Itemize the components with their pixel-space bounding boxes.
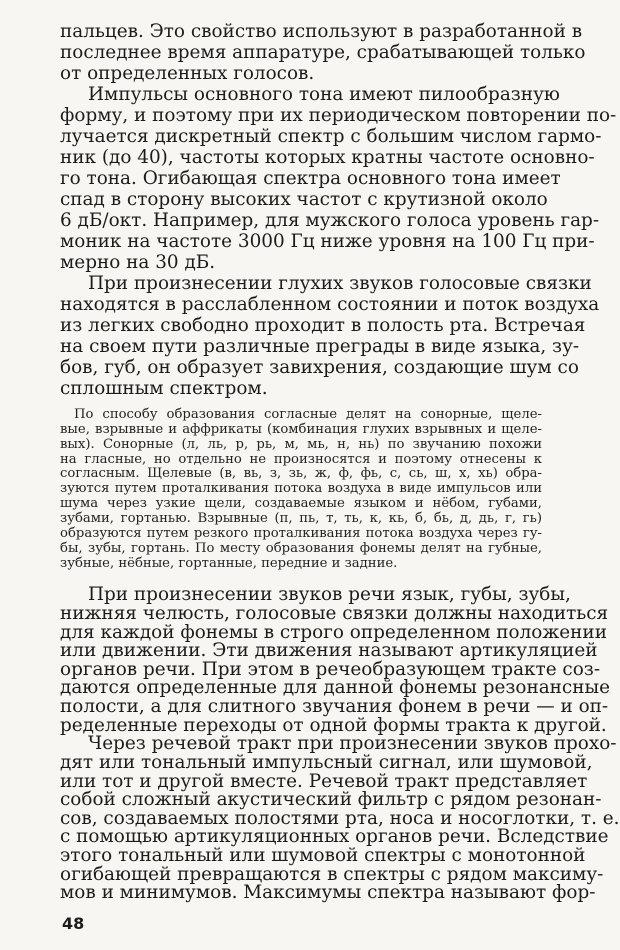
text-line: мерно на 30 дБ. — [60, 251, 216, 273]
text-line: сплошным спектром. — [60, 377, 268, 399]
text-line: Через речевой тракт при произнесении звуков прохо- — [88, 733, 617, 755]
text-line: от определенных голосов. — [60, 62, 315, 84]
small-text-line: вых). Сонорные (л, ль, р, рь, м, мь, н, нь) по звучанию похожи — [60, 436, 542, 452]
small-text-line: согласным. Щелевые (в, вь, з, зь, ж, ф, фь, с, сь, ш, х, хь) обра- — [60, 466, 542, 482]
text-line: собой сложный акустический фильтр с рядом резонан- — [60, 789, 602, 811]
text-line: го тона. Огибающая спектра основного тона имеет — [60, 167, 561, 189]
text-line: сов, создаваемых полостями рта, носа и носоглотки, т. е. — [60, 807, 620, 829]
text-line: из легких свободно проходит в полость рта. Встречая — [60, 314, 586, 336]
text-line: или движении. Эти движения называют артикуляцией — [60, 640, 598, 662]
small-text-line: бы, зубы, гортань. По месту образования фонемы делят на губные, — [60, 541, 542, 557]
page-number: 48 — [62, 914, 85, 933]
small-text-line: шума через узкие щели, создаваемые языком и нёбом, губами, — [60, 496, 542, 512]
small-text-line: на гласные, но отдельно не произносятся и поэтому отнесены к — [60, 451, 542, 467]
text-line: нижняя челюсть, голосовые связки должны находиться — [60, 602, 609, 624]
text-line: находятся в расслабленном состоянии и поток воздуха — [60, 293, 600, 315]
text-line: При произнесении звуков речи язык, губы, зубы, — [88, 584, 571, 606]
small-text-line: зубами, гортанью. Взрывные (п, пь, т, ть, к, кь, б, бь, д, дь, г, гь) — [60, 511, 542, 527]
text-line: или тот и другой вместе. Речевой тракт представляет — [60, 770, 588, 792]
small-text-line: зубные, нёбные, гортанные, передние и задние. — [60, 555, 398, 571]
text-line: огибающей превращаются в спектры с рядом максиму- — [60, 863, 604, 885]
text-line: последнее время аппаратуре, срабатывающей только — [60, 41, 586, 63]
text-line: даются определенные для данной фонемы резонансные — [60, 677, 611, 699]
text-line: полости, а для слитного звучания фонем в речи — и оп- — [60, 696, 609, 718]
text-line: моник на частоте 3000 Гц ниже уровня на 100 Гц при- — [60, 230, 595, 252]
small-text-line: вые, взрывные и аффрикаты (комбинация глухих взрывных и щеле- — [60, 421, 542, 437]
text-line: бов, губ, он образует завихрения, создающие шум со — [60, 356, 579, 378]
text-line: дят или тональный импульсный сигнал, или шумовой, — [60, 751, 593, 773]
text-line: ник (до 40), частоты которых кратны частоте основно- — [60, 146, 595, 168]
small-text-line: зуются путем проталкивания потока воздуха в виде импульсов или — [60, 481, 542, 497]
text-line: спад в сторону высоких частот с крутизной около — [60, 188, 548, 210]
text-line: на своем пути различные преграды в виде языка, зу- — [60, 335, 580, 357]
text-line: лучается дискретный спектр с большим числом гармо- — [60, 125, 602, 147]
text-line: этого тональный или шумовой спектры с монотонной — [60, 845, 586, 867]
text-line: с помощью артикуляционных органов речи. Вследствие — [60, 826, 609, 848]
small-text-line: образуются путем резкого проталкивания потока воздуха через гу- — [60, 526, 542, 542]
text-line: ределенные переходы от одной формы тракта к другой. — [60, 714, 607, 736]
text-line: При произнесении глухих звуков голосовые связки — [88, 272, 592, 294]
small-text-line: По способу образования согласные делят на сонорные, щеле- — [74, 406, 542, 422]
text-line: для каждой фонемы в строго определенном положении — [60, 621, 607, 643]
text-line: пальцев. Это свойство используют в разработанной в — [60, 21, 583, 42]
text-line: Импульсы основного тона имеют пилообразную — [88, 83, 560, 105]
text-line: мов и минимумов. Максимумы спектра называют фор- — [60, 882, 596, 904]
text-line: 6 дБ/окт. Например, для мужского голоса уровень гар- — [60, 209, 600, 231]
text-line: форму, и поэтому при их периодическом повторении по- — [60, 104, 617, 126]
text-line: органов речи. При этом в речеобразующем тракте соз- — [60, 658, 601, 680]
